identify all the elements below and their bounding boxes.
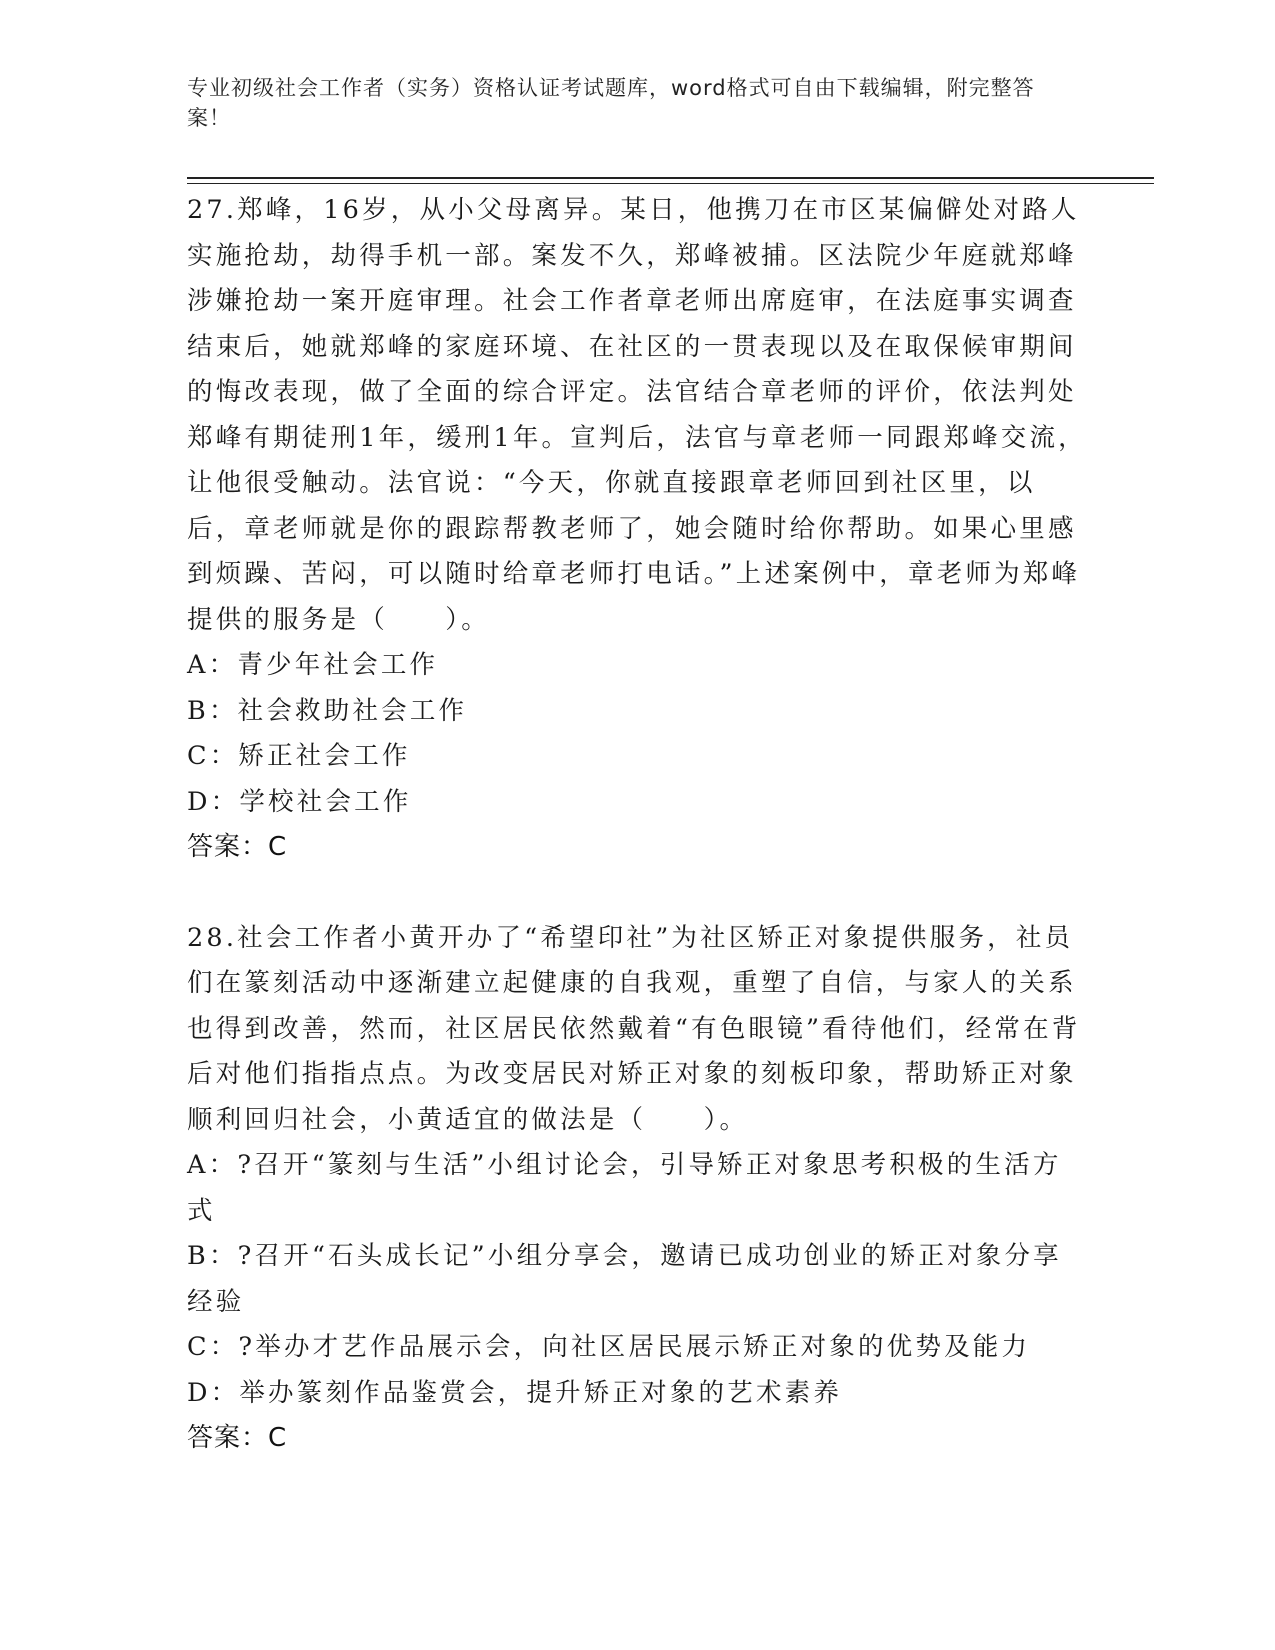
option-a: A：?召开“篆刻与生活”小组讨论会，引导矫正对象思考积极的生活方式: [187, 1150, 1062, 1226]
question-stem: 27.郑峰，16岁，从小父母离异。某日，他携刀在市区某偏僻处对路人实施抢劫，劫得手机一部。案发不久，郑峰被捕。区法院少年庭就郑峰涉嫌抢劫一案开庭审理。社会工作者章老师出席庭审，在法庭事实调查结束后，她就郑峰的家庭环境、在社区的一贯表现以及在取保候审期间的悔改表现，做了全面的综合评定。法官结合章老师的评价，依法判处郑峰有期徒刑1年，缓刑1年。宣判后，法官与章老师一同跟郑峰交流，让他很受触动。法官说：“今天，你就直接跟章老师回到社区里，以后，章老师就是你的跟踪帮教老师了，她会随时给你帮助。如果心里感到烦躁、苦闷，可以随时给章老师打电话。”上述案例中，章老师为郑峰提供的服务是（ ）。: [187, 195, 1087, 635]
option-d: D：学校社会工作: [187, 786, 412, 817]
document-body: [187, 188, 1087, 1462]
question-28: [187, 916, 1087, 1462]
option-c: C：?举办才艺作品展示会，向社区居民展示矫正对象的优势及能力: [187, 1332, 1031, 1362]
header-rule-thin: [187, 183, 1154, 184]
question-27: [187, 188, 1087, 871]
answer-label: 答案：C: [187, 832, 288, 862]
document-header: 专业初级社会工作者（实务）资格认证考试题库，word格式可自由下载编辑，附完整答案！: [187, 76, 1035, 130]
question-stem: 28.社会工作者小黄开办了“希望印社”为社区矫正对象提供服务，社员们在篆刻活动中逐渐建立起健康的自我观，重塑了自信，与家人的关系也得到改善，然而，社区居民依然戴着“有色眼镜”看待他们，经常在背后对他们指指点点。为改变居民对矫正对象的刻板印象，帮助矫正对象顺利回归社会，小黄适宜的做法是（ ）。: [187, 922, 1081, 1135]
option-c: C：矫正社会工作: [187, 741, 411, 771]
option-d: D：举办篆刻作品鉴赏会，提升矫正对象的艺术素养: [187, 1377, 843, 1408]
option-a: A：青少年社会工作: [187, 650, 439, 680]
answer-label: 答案：C: [187, 1423, 288, 1453]
header-rule-thick: [187, 177, 1154, 179]
option-b: B：社会救助社会工作: [187, 695, 468, 726]
option-b: B：?召开“石头成长记”小组分享会，邀请已成功创业的矫正对象分享经验: [187, 1241, 1062, 1317]
